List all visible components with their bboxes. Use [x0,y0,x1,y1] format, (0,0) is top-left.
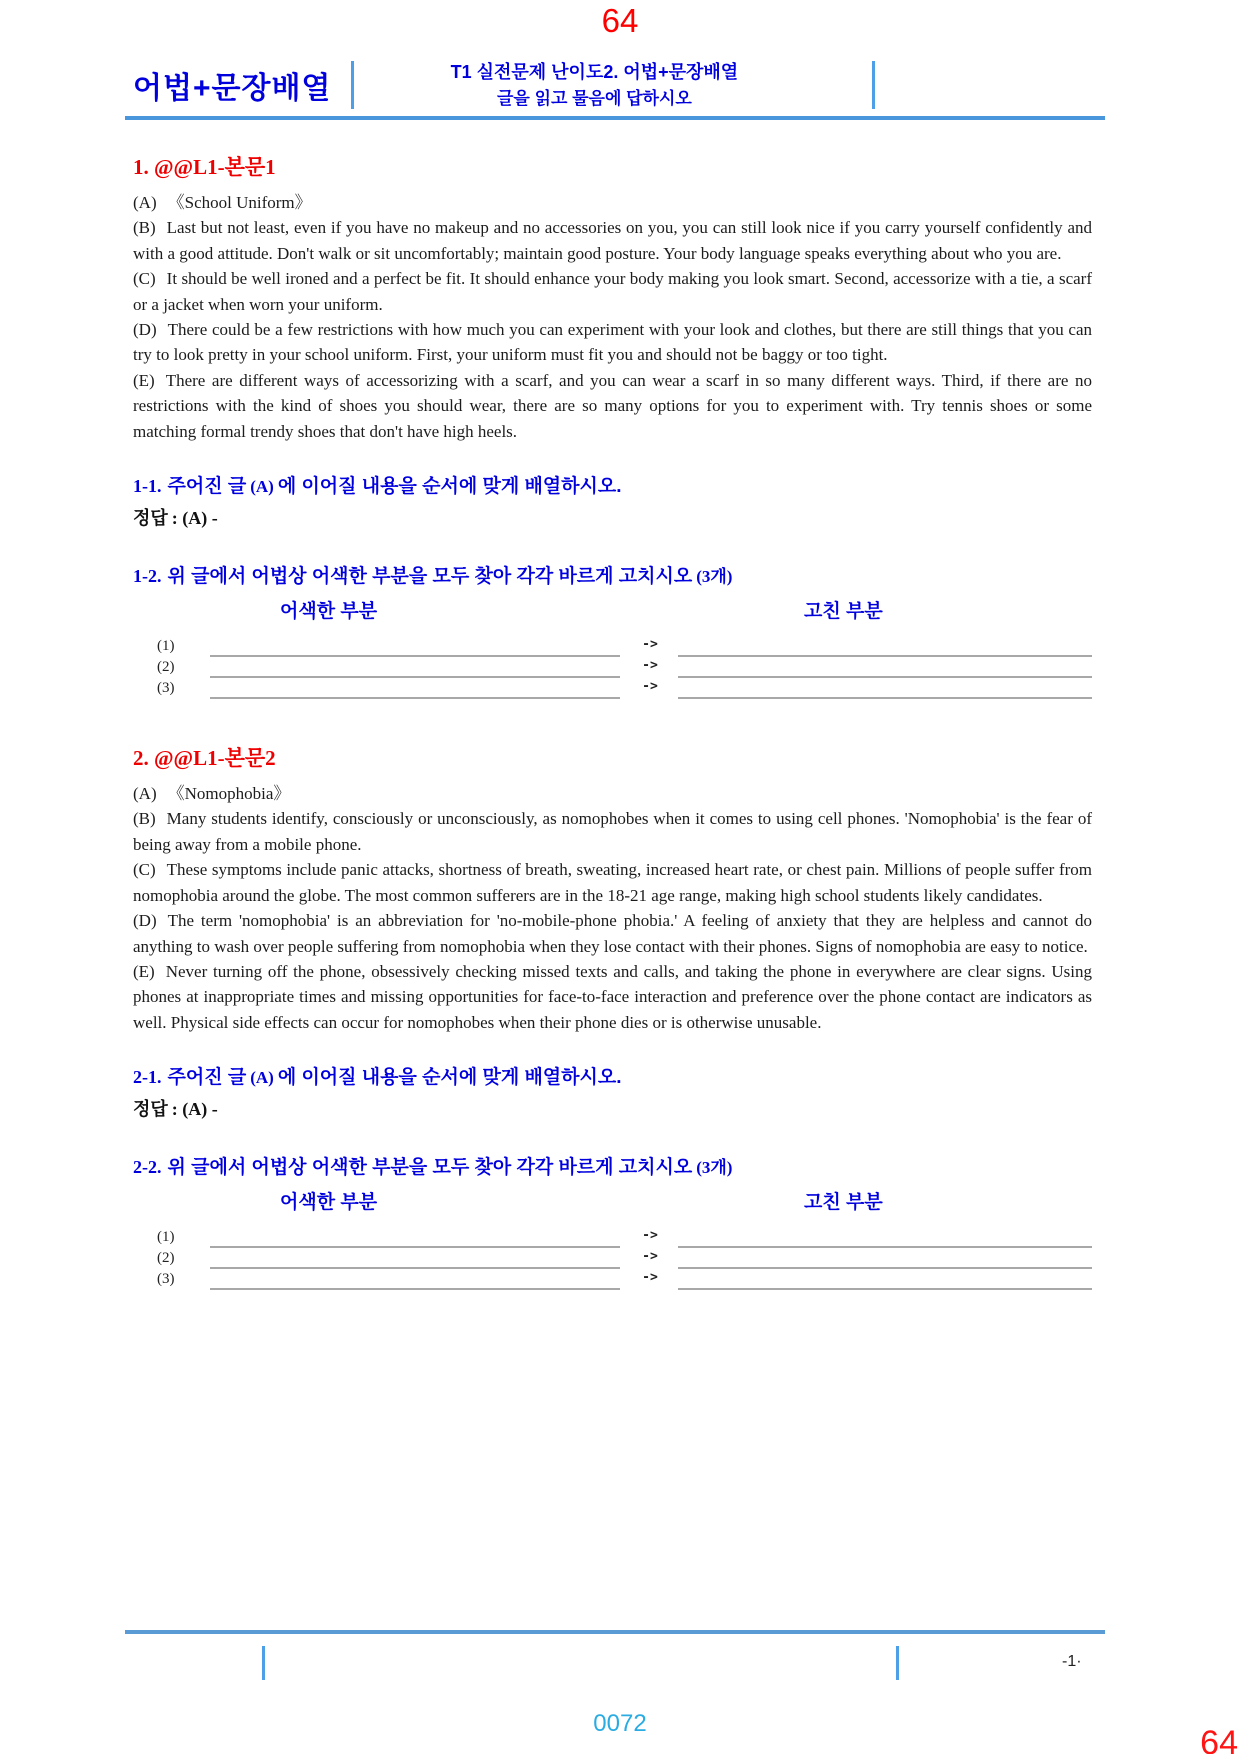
question-number: 2-2. [133,1157,162,1178]
paragraph-text: There are different ways of accessorizing with a scarf, and you can wear a scarf in so many different ways. Third, if there are no restrictions with the kind of shoes you should wear, there are so many options for you to experiment with. Try tennis shoes or some matching formal trendy shoes that don't have high heels. [133,370,1092,441]
header-rule [125,116,1105,120]
doc-code: 0072 [593,1710,647,1737]
column-header-wrong: 어색한 부분 [280,1192,378,1214]
problem-section-2 [133,745,1092,1290]
question-text: 주어진 글 [167,1067,247,1089]
question-text: 에 이어질 내용을 순서에 맞게 배열하시오. [277,1067,622,1089]
answer-blank-row [133,657,1092,678]
question-arrange [133,1064,1092,1092]
question-grammar [133,1154,1092,1182]
footer-divider-left [262,1646,265,1680]
paragraph-label: (C) [133,269,156,289]
question-number: 1-2. [133,566,162,587]
paragraph-label: (C) [133,860,156,880]
blank-field-corrected[interactable] [678,1227,1092,1248]
question-paragraph-ref: (A) [250,1068,274,1088]
section-title: 2. @@L1-본문2 [133,746,276,771]
row-label: (2) [157,659,175,676]
passage-paragraph [133,857,1092,908]
paragraph-label: (E) [133,961,155,981]
paragraph-text: There could be a few restrictions with how much you can experiment with your look and clothes, but there are still things that you can try to look pretty in your school uniform. First, your uniform must fit you and should not be baggy or too tight. [133,320,1092,365]
paragraph-text: Many students identify, consciously or unconsciously, as nomophobes when it comes to using cell phones. 'Nomophobia' is the fear of being away from a mobile phone. [133,809,1092,854]
passage-paragraph [133,317,1092,368]
answer-blank-row [133,1248,1092,1269]
passage-paragraph [133,368,1092,444]
top-page-number: 64 [601,2,639,39]
page-header [133,54,1105,116]
paragraph-label: (D) [133,911,157,931]
row-label: (1) [157,1229,175,1246]
paragraph-label: (A) [133,193,157,212]
header-title-line1: T1 실전문제 난이도2. 어법+문장배열 [450,62,739,82]
row-label: (3) [157,1271,175,1288]
answer-value: : (A) - [171,1099,218,1120]
passage [133,190,1092,444]
answer-value: : (A) - [171,508,218,529]
footer-page-label: -1· [1062,1653,1082,1670]
answer-blank-row [133,678,1092,699]
arrow-glyph: -> [642,679,658,695]
answer-blank-row [133,1227,1092,1248]
passage-paragraph [133,806,1092,857]
question-count: (3개) [696,567,733,587]
paragraph-text: Never turning off the phone, obsessively checking missed texts and calls, and taking the phone in everywhere are clear signs. Using phones at inappropriate times and missing opportunities for face-to-face interaction and preference over the phone contact are indicators as well. Physical side effects can occur for nomophobes when their phone dies or is otherwise unusable. [133,961,1092,1032]
answer-line [133,1096,1092,1124]
question-text: 위 글에서 어법상 어색한 부분을 모두 찾아 각각 바르게 고치시오 [167,566,693,588]
problem-section-1 [133,154,1092,699]
question-number: 2-1. [133,1067,162,1088]
blank-field-wrong[interactable] [210,1248,620,1269]
blank-field-corrected[interactable] [678,678,1092,699]
paragraph-label: (B) [133,809,156,829]
question-arrange [133,473,1092,501]
blank-field-wrong[interactable] [210,678,620,699]
footer-divider-right [896,1646,899,1680]
row-label: (1) [157,638,175,655]
column-header-corrected: 고친 부분 [804,1192,883,1214]
answer-line [133,505,1092,533]
answer-blank-row [133,1269,1092,1290]
header-left-title: 어법+문장배열 [133,72,332,105]
content-column [133,154,1092,1290]
paragraph-label: (B) [133,218,156,238]
section-title: 1. @@L1-본문1 [133,155,276,179]
paragraph-text: Last but not least, even if you have no makeup and no accessories on you, you can still look nice if you carry yourself confidently and with a good attitude. Don't walk or sit uncomfortably; maintain good posture. Your body language speaks everything about who you are. [133,218,1092,263]
paragraph-text: The term 'nomophobia' is an abbreviation for 'no-mobile-phone phobia.' A feeling of anxiety that they are helpless and cannot do anything to wash over people suffering from nomophobia when they lose contact with their phones. Signs of nomophobia are easy to notice. [133,911,1092,956]
blank-field-wrong[interactable] [210,1227,620,1248]
question-grammar [133,563,1092,591]
arrow-glyph: -> [642,1228,658,1244]
header-center-title [368,59,820,111]
question-paragraph-ref: (A) [250,477,274,497]
passage-paragraph [133,266,1092,317]
column-header-wrong: 어색한 부분 [280,601,378,623]
arrow-glyph: -> [642,637,658,653]
blank-field-corrected[interactable] [678,657,1092,678]
answer-blank-rows [133,1227,1092,1290]
question-text: 위 글에서 어법상 어색한 부분을 모두 찾아 각각 바르게 고치시오 [167,1157,693,1179]
passage-paragraph [133,215,1092,266]
paragraph-text: 《School Uniform》 [167,193,312,212]
passage [133,781,1092,1035]
row-label: (2) [157,1250,175,1267]
question-number: 1-1. [133,476,162,497]
blank-field-corrected[interactable] [678,1248,1092,1269]
arrow-glyph: -> [642,1249,658,1265]
question-count: (3개) [696,1158,733,1178]
header-divider-left [351,61,354,109]
column-header-corrected: 고친 부분 [804,601,883,623]
paragraph-text: These symptoms include panic attacks, shortness of breath, sweating, increased heart rate, or chest pain. Millions of people suffer from nomophobia around the globe. The most common sufferers are in the 18-21 age range, making high school students likely candidates. [133,860,1092,905]
answer-label: 정답 [133,1099,168,1120]
row-label: (3) [157,680,175,697]
header-divider-right [872,61,875,109]
passage-paragraph [133,959,1092,1035]
paragraph-text: 《Nomophobia》 [167,784,291,804]
answer-label: 정답 [133,508,168,529]
question-text: 주어진 글 [167,476,247,498]
header-title-line2: 글을 읽고 물음에 답하시오 [497,89,692,108]
answer-blank-row [133,636,1092,657]
blank-field-wrong[interactable] [210,636,620,657]
paragraph-label: (A) [133,784,157,804]
bottom-page-number: 64 [1200,1724,1238,1754]
arrow-glyph: -> [642,1270,658,1286]
column-headers [133,596,1092,623]
column-headers [133,1187,1092,1214]
paragraph-label: (D) [133,320,157,340]
paragraph-text: It should be well ironed and a perfect be fit. It should enhance your body making you look smart. Second, accessorize with a tie, a scarf or a jacket when worn your uniform. [133,269,1092,314]
question-text: 에 이어질 내용을 순서에 맞게 배열하시오. [277,476,622,498]
passage-paragraph [133,908,1092,959]
blank-field-corrected[interactable] [678,636,1092,657]
passage-paragraph [133,190,1092,215]
footer-rule [125,1630,1105,1634]
paragraph-label: (E) [133,370,155,390]
blank-field-wrong[interactable] [210,1269,620,1290]
arrow-glyph: -> [642,658,658,674]
blank-field-wrong[interactable] [210,657,620,678]
answer-blank-rows [133,636,1092,699]
blank-field-corrected[interactable] [678,1269,1092,1290]
passage-paragraph [133,781,1092,806]
